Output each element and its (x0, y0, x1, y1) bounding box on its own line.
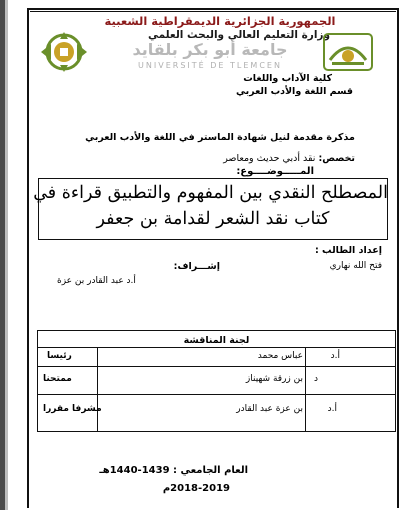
university-name-latin: UNIVERSITÉ DE TLEMCEN (138, 61, 282, 70)
committee-column-divider (97, 347, 98, 432)
ministry-heading: وزارة التعليم العالي والبحث العلمي (147, 29, 330, 41)
specialization-line (223, 153, 355, 164)
page-edge-highlight (5, 0, 8, 510)
thesis-title-line2: كتاب نقد الشعر لقدامة بن جعفر (96, 209, 330, 229)
gregorian-year: 2018-2019م (162, 483, 230, 494)
member-name: بن زرقة شهيناز (245, 374, 303, 384)
committee-column-divider (305, 347, 306, 432)
thesis-title-line1: المصطلح النقدي بين المفهوم والتطبيق قراءة في (33, 183, 388, 203)
faculty-name: كلية الآداب واللغات (243, 73, 332, 84)
member-rank: أ.د (327, 404, 337, 414)
committee-title: لجنة المناقشة (183, 335, 250, 346)
university-name-arabic: جامعة أبو بكر بلقايد (132, 40, 288, 59)
university-emblem-icon (322, 30, 374, 74)
specialization-label: تخصص: (318, 153, 355, 164)
academic-year: العام الجامعي : 1439-1440هـ (99, 465, 248, 476)
supervisor-name: أ.د عبد القادر بن عزة (57, 276, 136, 286)
frame-inner-line (30, 11, 396, 12)
committee-divider (37, 394, 396, 395)
member-name: عباس محمد (257, 351, 303, 361)
page-frame (27, 8, 399, 508)
department-name: قسم اللغة والأدب العربي (235, 86, 353, 97)
subject-label: المـــــوضــــوع: (236, 166, 314, 177)
specialization-value: نقد أدبي حديث ومعاصر (223, 153, 316, 164)
supervision-label: إشـــراف: (173, 261, 220, 272)
member-role: مشرفا مقررا (43, 404, 102, 414)
prepared-by-label: إعداد الطالب : (314, 245, 382, 256)
member-name: بن عزة عبد القادر (236, 404, 303, 414)
member-rank: أ.د (330, 351, 340, 361)
student-name: فتح الله نهاري (329, 261, 382, 271)
university-crest-icon (35, 30, 93, 74)
memo-statement: مذكرة مقدمة لنيل شهادة الماستر في اللغة والأدب العربي (85, 132, 355, 143)
committee-divider (37, 347, 396, 348)
member-role: ممتحنا (43, 374, 72, 384)
republic-heading: الجمهورية الجزائرية الديمقراطية الشعبية (104, 14, 336, 28)
committee-divider (37, 366, 396, 367)
member-role: رئيسا (47, 351, 72, 361)
member-rank: د (313, 374, 318, 384)
